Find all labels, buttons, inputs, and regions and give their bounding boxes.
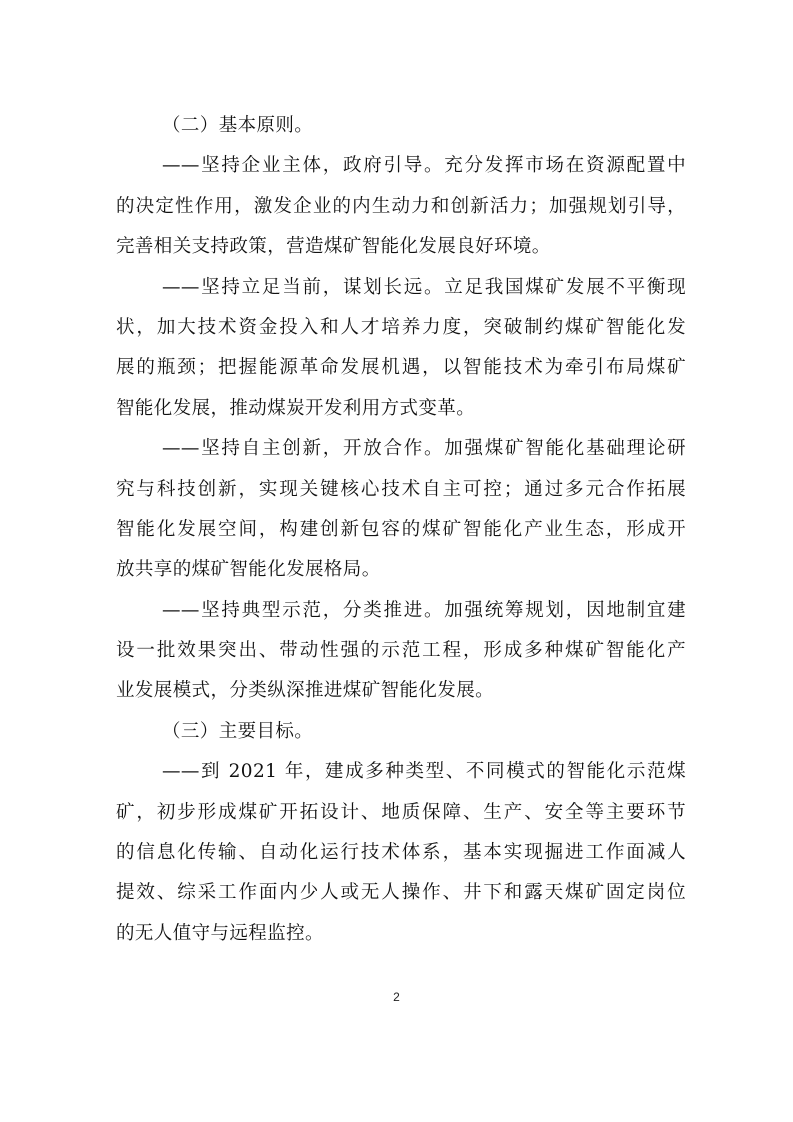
section-heading-basic-principles: （二）基本原则。: [162, 115, 314, 136]
paragraph-line: 的无人值守与远程监控。: [116, 922, 324, 944]
paragraph-line: 放共享的煤矿智能化发展格局。: [116, 559, 381, 581]
paragraph-line: 究与科技创新，实现关键核心技术自主可控；通过多元合作拓展: [116, 478, 686, 500]
paragraph-line: 完善相关支持政策，营造煤矿智能化发展良好环境。: [116, 236, 551, 258]
paragraph-line: ——坚持典型示范，分类推进。加强统筹规划，因地制宜建: [162, 599, 686, 621]
paragraph-line: 状，加大技术资金投入和人才培养力度，突破制约煤矿智能化发: [116, 316, 686, 338]
paragraph-line: 智能化发展空间，构建创新包容的煤矿智能化产业生态，形成开: [116, 518, 686, 540]
paragraph-line: ——坚持立足当前，谋划长远。立足我国煤矿发展不平衡现: [162, 276, 686, 298]
document-body: [116, 106, 686, 954]
paragraph-line: 的信息化传输、自动化运行技术体系，基本实现掘进工作面减人: [116, 842, 686, 864]
section-heading-main-goals: （三）主要目标。: [162, 720, 314, 742]
paragraph-line: 提效、综采工作面内少人或无人操作、井下和露天煤矿固定岗位: [116, 882, 686, 904]
paragraph-line: ——坚持企业主体，政府引导。充分发挥市场在资源配置中: [162, 155, 686, 177]
paragraph-line: 设一批效果突出、带动性强的示范工程，形成多种煤矿智能化产: [116, 640, 686, 662]
page-number: 2: [393, 990, 400, 1004]
paragraph-line: ——到 2021 年，建成多种类型、不同模式的智能化示范煤: [162, 761, 686, 783]
paragraph-line: 矿，初步形成煤矿开拓设计、地质保障、生产、安全等主要环节: [116, 801, 686, 823]
paragraph-line: 展的瓶颈；把握能源革命发展机遇，以智能技术为牵引布局煤矿: [116, 357, 686, 379]
paragraph-line: 的决定性作用，激发企业的内生动力和创新活力；加强规划引导，: [116, 195, 686, 217]
paragraph-line: 业发展模式，分类纵深推进煤矿智能化发展。: [116, 680, 495, 702]
paragraph-line: 智能化发展，推动煤炭开发利用方式变革。: [116, 397, 476, 419]
paragraph-line: ——坚持自主创新，开放合作。加强煤矿智能化基础理论研: [162, 438, 686, 460]
